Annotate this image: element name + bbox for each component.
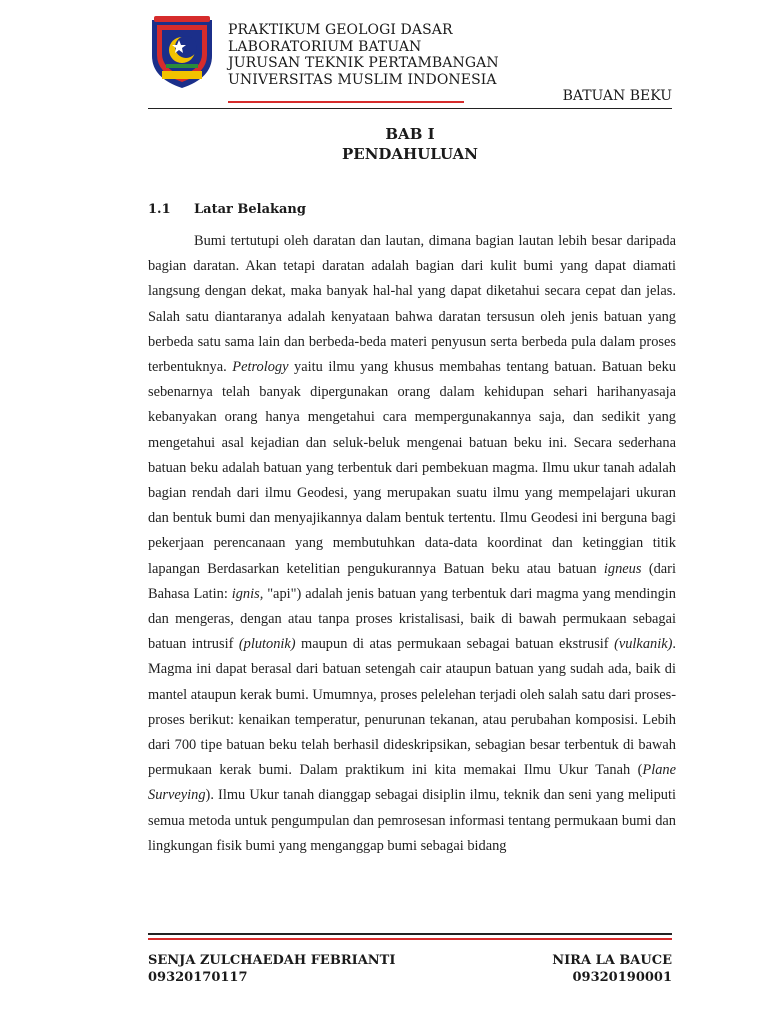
body-text-1: Bumi tertutupi oleh daratan dan lautan, dimana bagian lautan lebih besar daripada bagian daratan. Akan tetapi daratan adalah bagian dari kulit bumi yang dapat diamati langsung dengan dekat, maka banyak hal-hal yang dapat diketahui secara cepat dan jelas. Salah satu diantaranya adalah kenyataan bahwa daratan tersusun oleh jenis batuan yang berbeda satu sama lain dan berbeda-beda materi penyusun serta berbeda pula dalam proses terbentuknya. [148, 233, 676, 376]
term-igneus: igneus [603, 560, 642, 577]
body-text-5: maupun di atas permukaan sebagai batuan ekstrusif [301, 636, 609, 653]
subsection-number: 1.1 [148, 202, 171, 217]
footer-author [148, 952, 395, 986]
header-divider [148, 108, 672, 109]
body-text-2: yaitu ilmu yang khusus membahas tentang batuan. Batuan beku sebenarnya telah banyak dipergunakan orang dalam kehidupan sehari harihanyasaja kebanyakan orang hanya mengetahui cara mempergunakannya saja, dan sedikit yang mengetahui asal kejadian dan seluk-beluk mengenai batuan beku ini. Secara sederhana batuan beku adalah batuan yang terbentuk dari pembekuan magma. Ilmu ukur tanah adalah bagian rendah dari ilmu Geodesi, yang merupakan suatu ilmu yang mempelajari ukuran dan bentuk bumi dan menyajikannya dalam bentuk tertentu. Ilmu Geodesi ini berguna bagi pekerjaan perencanaan yang membutuhkan data-data koordinat dan ketinggian titik lapangan Berdasarkan ketelitian pengukurannya Batuan beku atau batuan [148, 359, 677, 577]
subsection-heading [148, 202, 306, 217]
header-line-university: UNIVERSITAS MUSLIM INDONESIA [228, 71, 497, 88]
body-text-3: (dari Bahasa Latin: [148, 560, 676, 602]
university-crest-icon [148, 14, 216, 90]
body-text-4: "api") adalah jenis batuan yang terbentuk dari magma yang mendingin dan mengeras, dengan atau tanpa proses kristalisasi, baik di bawah permukaan sebagai batuan intrusif [148, 585, 676, 653]
assistant-id: 09320190001 [572, 970, 672, 985]
footer-assistant [552, 952, 672, 986]
term-ignis: ignis, [231, 585, 264, 602]
header-line-department: JURUSAN TEKNIK PERTAMBANGAN [228, 55, 499, 71]
institution-header [228, 22, 499, 88]
header-line-lab: LABORATORIUM BATUAN [228, 38, 422, 55]
chapter-heading [148, 124, 672, 164]
chapter-title: PENDAHULUAN [341, 145, 479, 163]
body-text-6: . Magma ini dapat berasal dari batuan setengah cair ataupun batuan yang sudah ada, baik di mantel ataupun kerak bumi. Umumnya, proses pelelehan terjadi oleh salah satu dari proses-proses berikut: kenaikan temperatur, penurunan tekanan, atau perubahan komposisi. Lebih dari 700 tipe batuan beku telah berhasil dideskripsikan, sebagian besar terbentuk di bawah permukaan kerak bumi. Dalam praktikum ini kita memakai Ilmu Ukur Tanah ( [148, 636, 677, 779]
term-plutonik: (plutonik) [238, 636, 296, 653]
footer-divider [148, 933, 672, 935]
body-text-7: ). Ilmu Ukur tanah dianggap sebagai disiplin ilmu, teknik dan seni yang meliputi semua metoda untuk pengumpulan dan pemrosesan informasi tentang permukaan bumi dan lingkungan fisik bumi yang menganggap bumi sebagai bidang [148, 787, 676, 854]
chapter-number: BAB I [385, 125, 435, 143]
term-petrology: Petrology [232, 359, 289, 376]
subsection-title: Latar Belakang [194, 202, 306, 217]
author-id: 09320170117 [148, 970, 248, 985]
header-line-course: PRAKTIKUM GEOLOGI DASAR [228, 22, 453, 38]
assistant-name: NIRA LA BAUCE [552, 953, 672, 968]
author-name: SENJA ZULCHAEDAH FEBRIANTI [148, 953, 396, 968]
header-accent-rule [228, 101, 464, 103]
body-paragraph [148, 229, 676, 859]
term-plane-surveying: Plane Surveying [148, 762, 676, 804]
footer-accent-rule [148, 938, 672, 940]
term-vulkanik: (vulkanik) [614, 636, 673, 653]
section-tag: BATUAN BEKU [562, 88, 672, 104]
